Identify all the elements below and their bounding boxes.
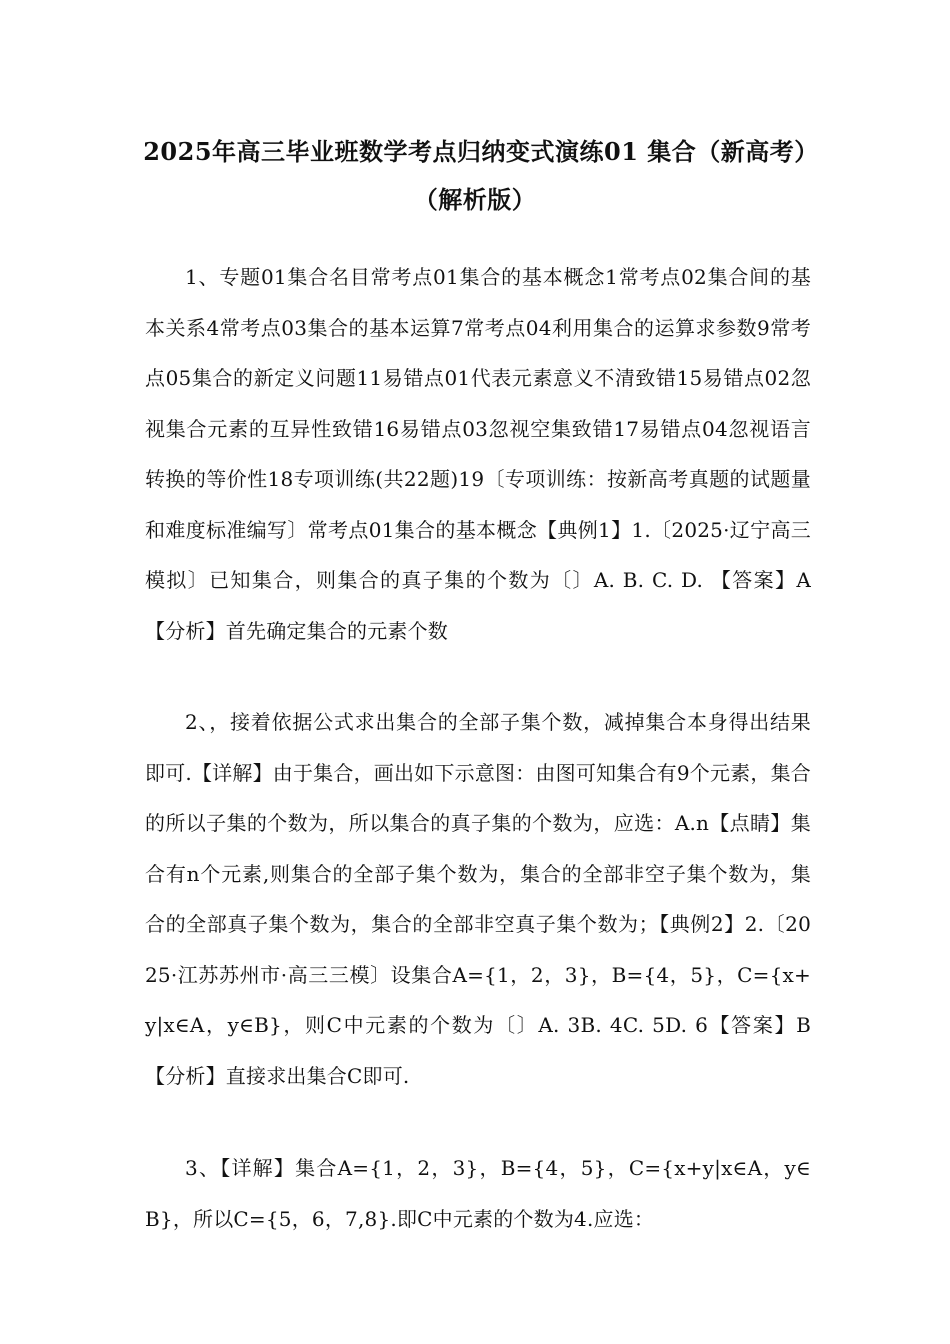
- paragraph-1: 1、专题01集合名目常考点01集合的基本概念1常考点02集合间的基本关系4常考点03集合的基本运算7常考点04利用集合的运算求参数9常考点05集合的新定义问题11易错点01代表元素意义不清致错15易错点02忽视集合元素的互异性致错16易错点03忽视空集致错17易错点04忽视语言转换的等价性18专项训练(共22题)19〔专项训练：按新高考真题的试题量和难度标准编写〕常考点01集合的基本概念【典例1】1.〔2025·辽宁高三模拟〕已知集合，则集合的真子集的个数为〔〕A. B. C. D. 【答案】A【分析】首先确定集合的元素个数: [145, 265, 811, 643]
- paragraph-3: 3、【详解】集合A={1，2，3}，B={4，5}，C={x+y|x∈A，y∈B}，所以C={5，6，7,8}.即C中元素的个数为4.应选：: [145, 1156, 811, 1231]
- paragraph-2: 2、，接着依据公式求出集合的全部子集个数，减掉集合本身得出结果即可.【详解】由于集合，画出如下示意图：由图可知集合有9个元素，集合的所以子集的个数为，所以集合的真子集的个数为，应选：A.n【点睛】集合有n个元素,则集合的全部子集个数为，集合的全部非空子集个数为，集合的全部真子集个数为，集合的全部非空真子集个数为；【典例2】2.〔2025·江苏苏州市·高三三模〕设集合A={1，2，3}，B={4，5}，C={x+y|x∈A，y∈B}，则C中元素的个数为〔〕A. 3B. 4C. 5D. 6【答案】B【分析】直接求出集合C即可.: [145, 710, 811, 1088]
- document-title: 2025年高三毕业班数学考点归纳变式演练01 集合（新高考）（解析版）: [143, 137, 807, 214]
